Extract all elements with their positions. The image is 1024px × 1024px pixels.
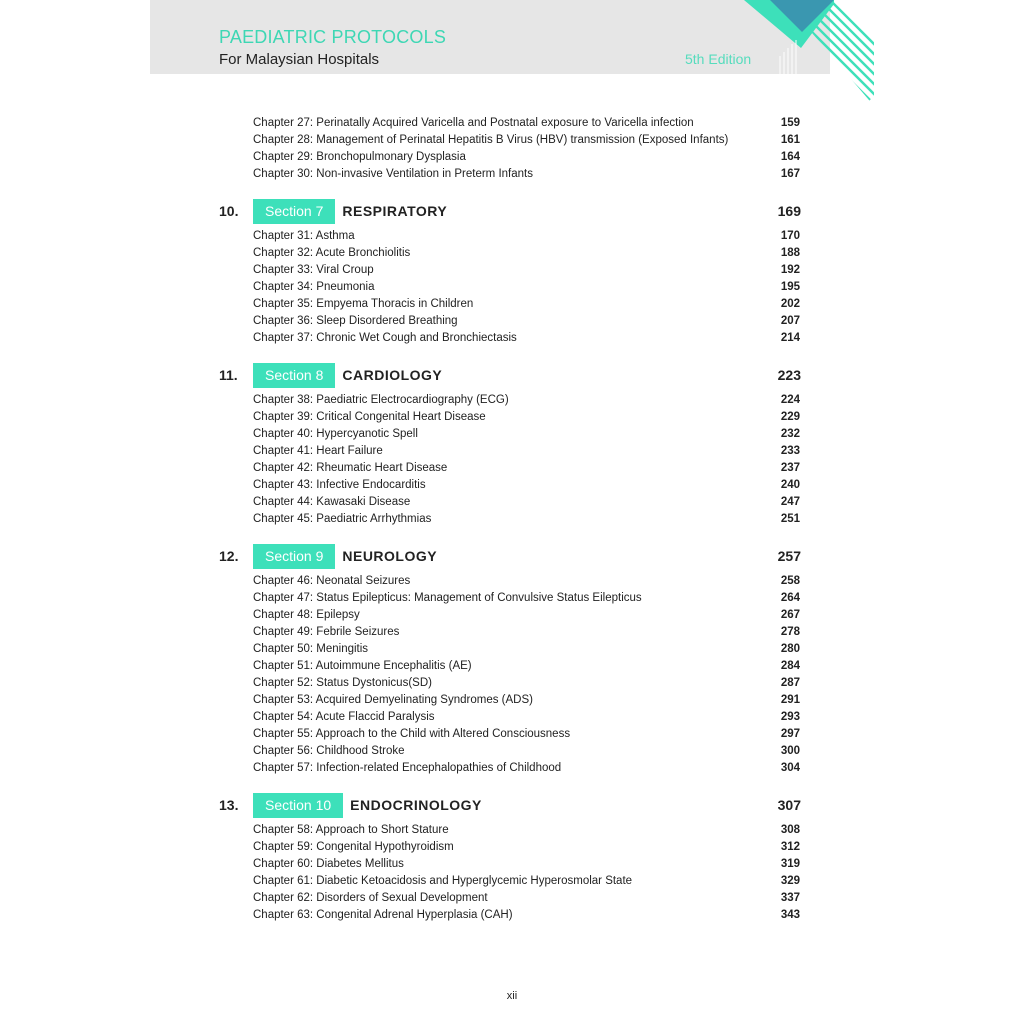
chapter-title: Chapter 62: Disorders of Sexual Development (253, 892, 488, 904)
section-name: ENDOCRINOLOGY (350, 797, 482, 813)
chapter-title: Chapter 31: Asthma (253, 230, 355, 242)
chapter-title: Chapter 55: Approach to the Child with Altered Consciousness (253, 728, 571, 740)
chapter-page-number: 304 (780, 762, 800, 774)
toc-chapter-row (253, 907, 800, 924)
section-name: CARDIOLOGY (342, 367, 443, 383)
toc-section-heading (219, 793, 801, 818)
chapter-title: Chapter 28: Management of Perinatal Hepatitis B Virus (HBV) transmission (Exposed Infants) (253, 134, 729, 146)
chapter-page-number: 267 (780, 609, 800, 621)
chapter-title: Chapter 42: Rheumatic Heart Disease (253, 462, 448, 474)
chapter-page-number: 258 (780, 575, 800, 587)
toc-chapter-row (253, 279, 800, 296)
chapter-page-number: 312 (780, 841, 800, 853)
toc-chapter-row (253, 313, 800, 330)
chapter-page-number: 247 (780, 496, 800, 508)
chapter-page-number: 284 (780, 660, 800, 672)
toc-chapter-row (253, 743, 800, 760)
section-page-number: 169 (777, 203, 801, 219)
book-title: PAEDIATRIC PROTOCOLS (219, 27, 447, 47)
toc-chapter-row (253, 296, 800, 313)
chapter-page-number: 319 (780, 858, 800, 870)
chapter-title: Chapter 32: Acute Bronchiolitis (253, 247, 411, 259)
corner-decoration-icon (740, 0, 874, 106)
chapter-title: Chapter 63: Congenital Adrenal Hyperplasia (CAH) (253, 909, 513, 921)
chapter-page-number: 293 (780, 711, 800, 723)
section-page-number: 307 (777, 797, 801, 813)
toc-chapter-row (253, 511, 800, 528)
chapter-title: Chapter 27: Perinatally Acquired Varicella and Postnatal exposure to Varicella infection (253, 117, 694, 129)
chapter-page-number: 188 (780, 247, 800, 259)
chapter-title: Chapter 33: Viral Croup (253, 264, 374, 276)
chapter-title: Chapter 37: Chronic Wet Cough and Bronchiectasis (253, 332, 517, 344)
chapter-title: Chapter 40: Hypercyanotic Spell (253, 428, 418, 440)
section-number: 10. (219, 203, 239, 219)
toc-chapter-row (253, 709, 800, 726)
chapter-page-number: 308 (780, 824, 800, 836)
toc-chapter-row (253, 228, 800, 245)
chapter-page-number: 207 (780, 315, 800, 327)
toc-chapter-row (253, 262, 800, 279)
toc-chapter-row (253, 477, 800, 494)
chapter-page-number: 164 (780, 151, 800, 163)
chapter-title: Chapter 30: Non-invasive Ventilation in Preterm Infants (253, 168, 533, 180)
toc-chapter-row (253, 494, 800, 511)
toc-chapter-row (253, 890, 800, 907)
toc-section-heading (219, 199, 801, 224)
toc-chapter-row (253, 692, 800, 709)
chapter-page-number: 300 (780, 745, 800, 757)
toc-chapter-row (253, 426, 800, 443)
chapter-page-number: 329 (780, 875, 800, 887)
chapter-page-number: 233 (780, 445, 800, 457)
chapter-page-number: 214 (780, 332, 800, 344)
chapter-title: Chapter 46: Neonatal Seizures (253, 575, 411, 587)
toc-chapter-row (253, 409, 800, 426)
chapter-title: Chapter 35: Empyema Thoracis in Children (253, 298, 474, 310)
chapter-title: Chapter 45: Paediatric Arrhythmias (253, 513, 432, 525)
page-number: xii (506, 990, 518, 1002)
chapter-page-number: 251 (780, 513, 800, 525)
section-badge: Section 9 (253, 544, 335, 569)
section-name: NEUROLOGY (342, 548, 438, 564)
chapter-page-number: 280 (780, 643, 800, 655)
chapter-page-number: 291 (780, 694, 800, 706)
toc-chapter-row (253, 658, 800, 675)
toc-chapter-row (253, 392, 800, 409)
chapter-title: Chapter 58: Approach to Short Stature (253, 824, 449, 836)
chapter-page-number: 237 (780, 462, 800, 474)
toc-chapter-row (253, 443, 800, 460)
toc-chapter-row (253, 573, 800, 590)
toc-chapter-row (253, 245, 800, 262)
chapter-title: Chapter 39: Critical Congenital Heart Disease (253, 411, 486, 423)
chapter-title: Chapter 48: Epilepsy (253, 609, 360, 621)
chapter-page-number: 161 (780, 134, 800, 146)
toc-chapter-row (253, 641, 800, 658)
chapter-title: Chapter 44: Kawasaki Disease (253, 496, 411, 508)
toc-chapter-row (253, 873, 800, 890)
chapter-title: Chapter 43: Infective Endocarditis (253, 479, 426, 491)
toc-chapter-row (253, 330, 800, 347)
chapter-page-number: 192 (780, 264, 800, 276)
chapter-page-number: 170 (780, 230, 800, 242)
chapter-title: Chapter 34: Pneumonia (253, 281, 375, 293)
chapter-title: Chapter 49: Febrile Seizures (253, 626, 400, 638)
toc-chapter-row (253, 839, 800, 856)
toc-section-heading (219, 544, 801, 569)
chapter-page-number: 232 (780, 428, 800, 440)
toc-chapter-row (253, 460, 800, 477)
toc-chapter-row (253, 822, 800, 839)
toc-chapter-row (253, 166, 800, 183)
chapter-page-number: 297 (780, 728, 800, 740)
toc-chapter-row (253, 856, 800, 873)
chapter-page-number: 287 (780, 677, 800, 689)
section-number: 13. (219, 797, 239, 813)
toc-chapter-row (253, 149, 800, 166)
chapter-title: Chapter 29: Bronchopulmonary Dysplasia (253, 151, 466, 163)
chapter-title: Chapter 47: Status Epilepticus: Management of Convulsive Status Eilepticus (253, 592, 642, 604)
chapter-title: Chapter 56: Childhood Stroke (253, 745, 405, 757)
chapter-title: Chapter 52: Status Dystonicus(SD) (253, 677, 432, 689)
chapter-title: Chapter 60: Diabetes Mellitus (253, 858, 404, 870)
book-subtitle: For Malaysian Hospitals (219, 51, 380, 68)
toc-chapter-row (253, 675, 800, 692)
section-number: 11. (219, 367, 238, 383)
section-badge: Section 10 (253, 793, 343, 818)
chapter-title: Chapter 50: Meningitis (253, 643, 369, 655)
chapter-page-number: 278 (780, 626, 800, 638)
toc-chapter-row (253, 590, 800, 607)
section-page-number: 223 (777, 367, 801, 383)
chapter-title: Chapter 38: Paediatric Electrocardiography (ECG) (253, 394, 509, 406)
toc-chapter-row (253, 115, 800, 132)
chapter-title: Chapter 61: Diabetic Ketoacidosis and Hyperglycemic Hyperosmolar State (253, 875, 633, 887)
section-badge: Section 7 (253, 199, 335, 224)
chapter-page-number: 343 (780, 909, 800, 921)
chapter-page-number: 224 (780, 394, 800, 406)
edition-label: 5th Edition (685, 51, 752, 67)
section-badge: Section 8 (253, 363, 335, 388)
chapter-page-number: 195 (780, 281, 800, 293)
chapter-page-number: 229 (780, 411, 800, 423)
toc-section-heading (219, 363, 801, 388)
toc-chapter-row (253, 760, 800, 777)
section-page-number: 257 (777, 548, 801, 564)
toc-chapter-row (253, 726, 800, 743)
chapter-title: Chapter 36: Sleep Disordered Breathing (253, 315, 458, 327)
chapter-title: Chapter 57: Infection-related Encephalopathies of Childhood (253, 762, 562, 774)
chapter-page-number: 202 (780, 298, 800, 310)
toc-chapter-row (253, 607, 800, 624)
chapter-page-number: 264 (780, 592, 800, 604)
chapter-page-number: 240 (780, 479, 800, 491)
chapter-title: Chapter 51: Autoimmune Encephalitis (AE) (253, 660, 472, 672)
chapter-title: Chapter 59: Congenital Hypothyroidism (253, 841, 454, 853)
chapter-page-number: 159 (780, 117, 800, 129)
chapter-page-number: 167 (780, 168, 800, 180)
chapter-title: Chapter 54: Acute Flaccid Paralysis (253, 711, 435, 723)
chapter-title: Chapter 53: Acquired Demyelinating Syndromes (ADS) (253, 694, 533, 706)
chapter-page-number: 337 (780, 892, 800, 904)
chapter-title: Chapter 41: Heart Failure (253, 445, 383, 457)
toc-chapter-row (253, 624, 800, 641)
toc-chapter-row (253, 132, 800, 149)
section-name: RESPIRATORY (342, 203, 448, 219)
section-number: 12. (219, 548, 239, 564)
